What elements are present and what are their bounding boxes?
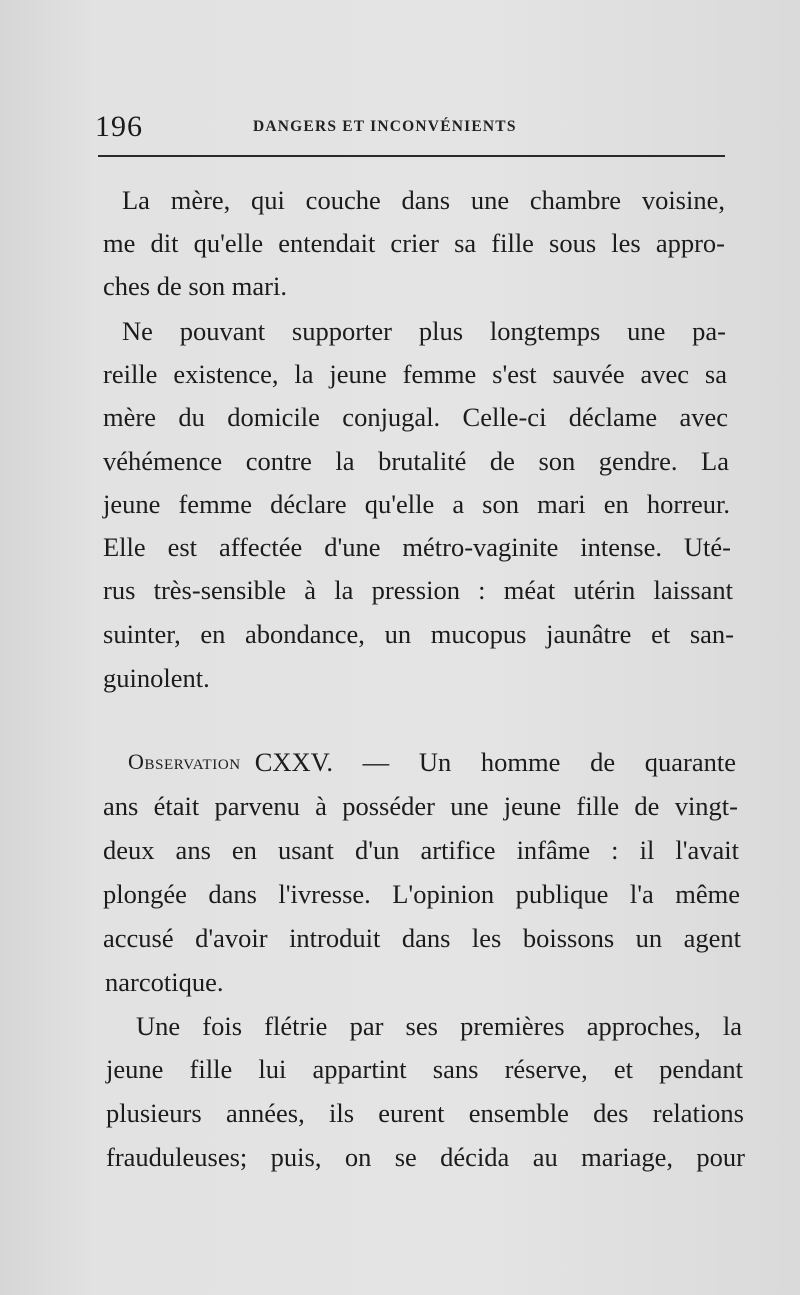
text-line: Une fois flétrie par ses premières approches, la xyxy=(136,1011,742,1041)
running-head: DANGERS ET INCONVÉNIENTS xyxy=(253,118,517,135)
text-line: ches de son mari. xyxy=(103,271,287,301)
text-line: CXXV. — Un homme de quarante xyxy=(254,747,736,777)
text-line: me dit qu'elle entendait crier sa fille sous les appro- xyxy=(103,228,725,258)
header-rule xyxy=(98,155,725,157)
page-number: 196 xyxy=(95,110,143,143)
text-line: Elle est affectée d'une métro-vaginite intense. Uté- xyxy=(103,532,731,562)
text-line: narcotique. xyxy=(105,967,224,997)
text-line: ans était parvenu à posséder une jeune fille de vingt- xyxy=(103,791,738,821)
text-line: plongée dans l'ivresse. L'opinion publique l'a même xyxy=(103,879,740,909)
text-line: reille existence, la jeune femme s'est sauvée avec sa xyxy=(103,359,727,389)
text-line: plusieurs années, ils eurent ensemble des relations xyxy=(106,1098,744,1128)
text-line: suinter, en abondance, un mucopus jaunâtre et san- xyxy=(103,619,734,649)
text-line: deux ans en usant d'un artifice infâme : il l'avait xyxy=(103,835,739,865)
text-line: jeune fille lui appartint sans réserve, et pendant xyxy=(106,1054,743,1084)
text-line: Ne pouvant supporter plus longtemps une pa- xyxy=(122,316,726,346)
observation-line xyxy=(128,747,736,777)
text-line: accusé d'avoir introduit dans les boissons un agent xyxy=(103,923,741,953)
text-line: mère du domicile conjugal. Celle-ci déclame avec xyxy=(103,402,728,432)
text-line: guinolent. xyxy=(103,663,210,693)
page-header xyxy=(95,110,725,150)
observation-label: Observation xyxy=(128,749,241,774)
text-line: jeune femme déclare qu'elle a son mari en horreur. xyxy=(103,489,730,519)
text-line: frauduleuses; puis, on se décida au mariage, pour xyxy=(106,1142,745,1172)
text-line: rus très-sensible à la pression : méat utérin laissant xyxy=(103,575,733,605)
text-line: véhémence contre la brutalité de son gendre. La xyxy=(103,446,729,476)
text-line: La mère, qui couche dans une chambre voisine, xyxy=(122,185,725,215)
